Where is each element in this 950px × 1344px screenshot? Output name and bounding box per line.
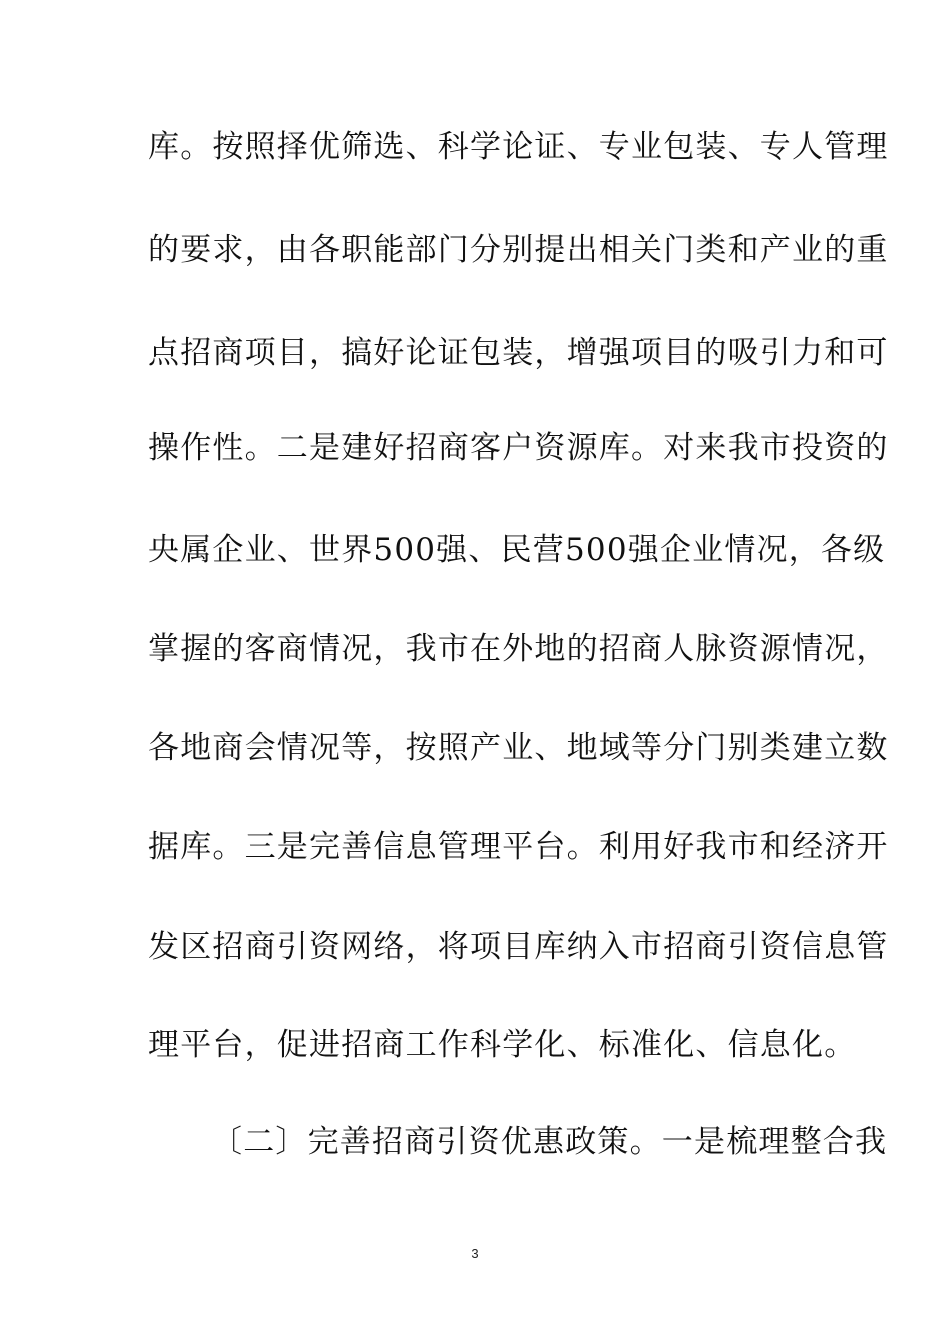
- body-text-line: 发区招商引资网络，将项目库纳入市招商引资信息管: [148, 929, 889, 965]
- body-text-line: 掌握的客商情况，我市在外地的招商人脉资源情况，: [148, 631, 889, 667]
- body-text-line: 操作性。二是建好招商客户资源库。对来我市投资的: [148, 430, 889, 466]
- body-text-line: 库。按照择优筛选、科学论证、专业包装、专人管理: [148, 129, 889, 165]
- body-text-line: 的要求，由各职能部门分别提出相关门类和产业的重: [148, 232, 889, 268]
- body-text-line: 各地商会情况等，按照产业、地域等分门别类建立数: [148, 730, 889, 766]
- page-number: 3: [471, 1246, 479, 1261]
- body-text-line: 据库。三是完善信息管理平台。利用好我市和经济开: [148, 829, 889, 865]
- body-text-line: 央属企业、世界500强、民营500强企业情况，各级: [148, 532, 886, 568]
- body-text-line: 点招商项目，搞好论证包装，增强项目的吸引力和可: [148, 335, 889, 371]
- section-heading-line: 〔二〕完善招商引资优惠政策。一是梳理整合我: [211, 1124, 888, 1160]
- body-text-line: 理平台，促进招商工作科学化、标准化、信息化。: [148, 1027, 857, 1063]
